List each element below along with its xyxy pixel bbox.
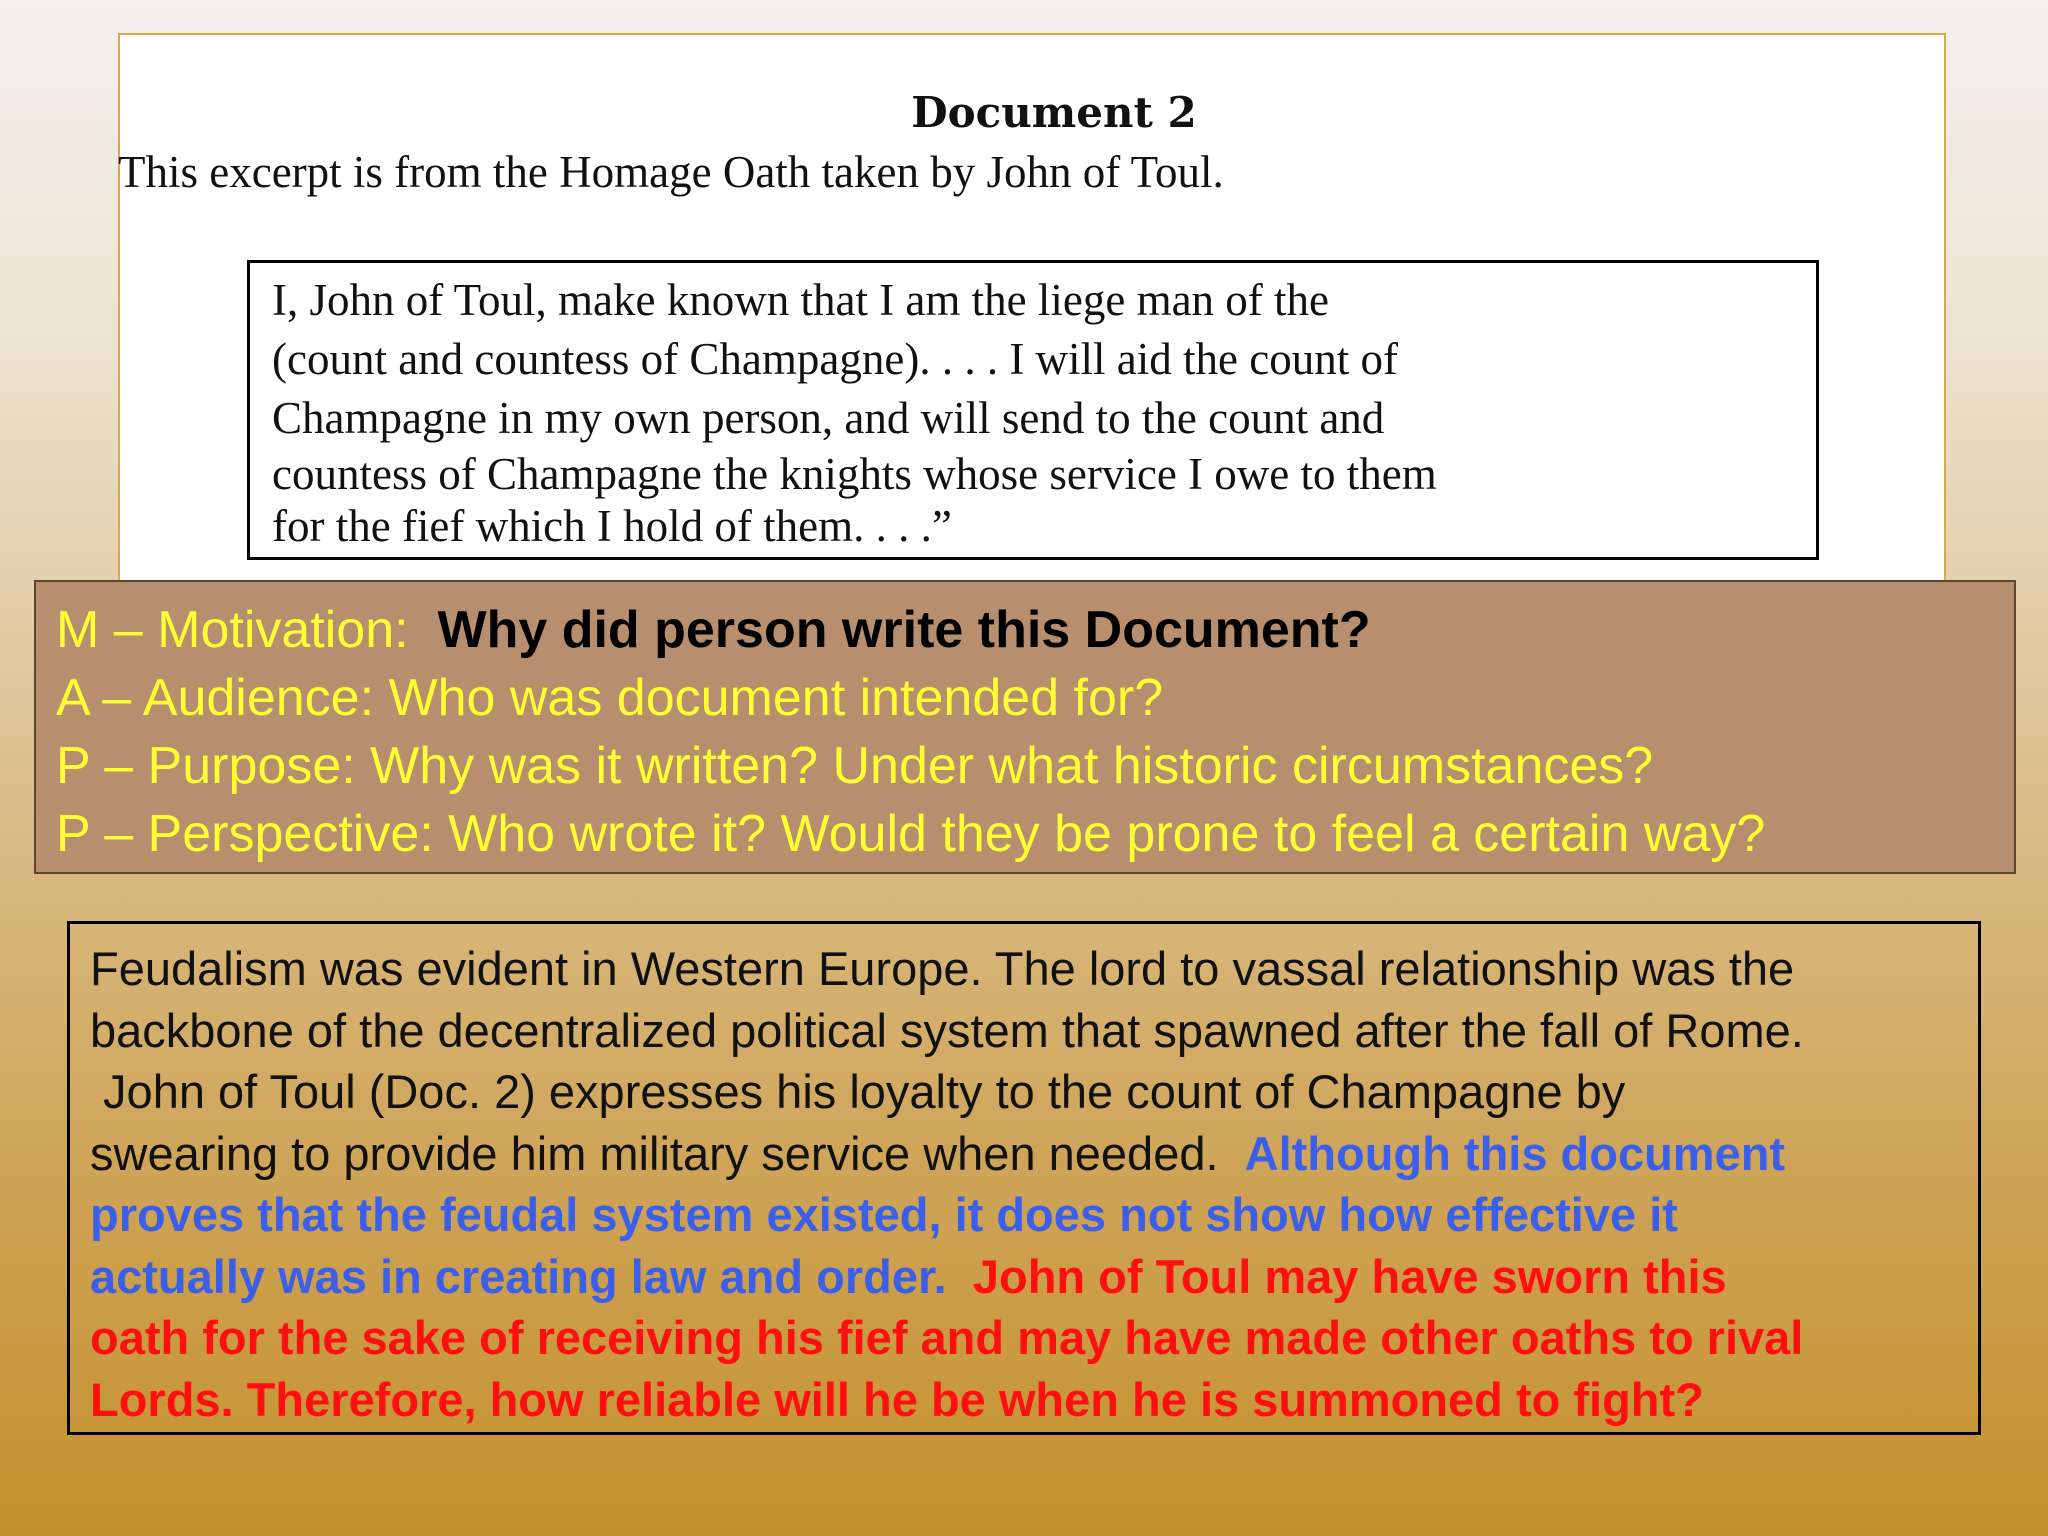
analysis-box bbox=[67, 921, 1981, 1435]
motivation-question: Why did person write this Document? bbox=[437, 601, 1371, 659]
oath-quote-box bbox=[247, 260, 1819, 560]
mapp-perspective: P – Perspective: Who wrote it? Would they be prone to feel a certain way? bbox=[56, 805, 1766, 863]
quote-line: (count and countess of Champagne). . . . I will aid the count of bbox=[272, 334, 1398, 384]
mapp-audience: A – Audience: Who was document intended for? bbox=[56, 669, 1164, 727]
quote-line: Champagne in my own person, and will send to the count and bbox=[272, 393, 1385, 443]
analysis-line: Feudalism was evident in Western Europe. The lord to vassal relationship was the bbox=[90, 942, 1795, 995]
analysis-reliability: Lords. Therefore, how reliable will he be when he is summoned to fight? bbox=[90, 1372, 1704, 1426]
analysis-text: swearing to provide him military service when needed. bbox=[90, 1126, 1245, 1180]
mapp-purpose: P – Purpose: Why was it written? Under what historic circumstances? bbox=[56, 737, 1654, 795]
analysis-critique: proves that the feudal system existed, it does not show how effective it bbox=[90, 1188, 1678, 1241]
analysis-critique: Although this document bbox=[1244, 1126, 1786, 1180]
motivation-label: M – Motivation: bbox=[56, 601, 409, 659]
quote-line: for the fief which I hold of them. . . .” bbox=[272, 501, 952, 551]
analysis-line: John of Toul (Doc. 2) expresses his loyalty to the count of Champagne by bbox=[90, 1065, 1626, 1118]
document-intro: This excerpt is from the Homage Oath taken by John of Toul. bbox=[118, 147, 1224, 197]
quote-line: I, John of Toul, make known that I am the liege man of the bbox=[272, 275, 1330, 325]
analysis-line: backbone of the decentralized political system that spawned after the fall of Rome. bbox=[90, 1003, 1804, 1057]
analysis-line bbox=[90, 1246, 1978, 1308]
document-title: Document 2 bbox=[911, 88, 1197, 137]
analysis-line bbox=[90, 1123, 1978, 1185]
analysis-critique: actually was in creating law and order. bbox=[90, 1249, 973, 1303]
quote-line: countess of Champagne the knights whose service I owe to them bbox=[272, 449, 1437, 499]
mapp-motivation bbox=[56, 596, 2014, 664]
analysis-reliability: John of Toul may have sworn this bbox=[972, 1249, 1727, 1303]
mapp-panel bbox=[34, 580, 2016, 874]
analysis-reliability: oath for the sake of receiving his fief and may have made other oaths to rival bbox=[90, 1311, 1804, 1364]
